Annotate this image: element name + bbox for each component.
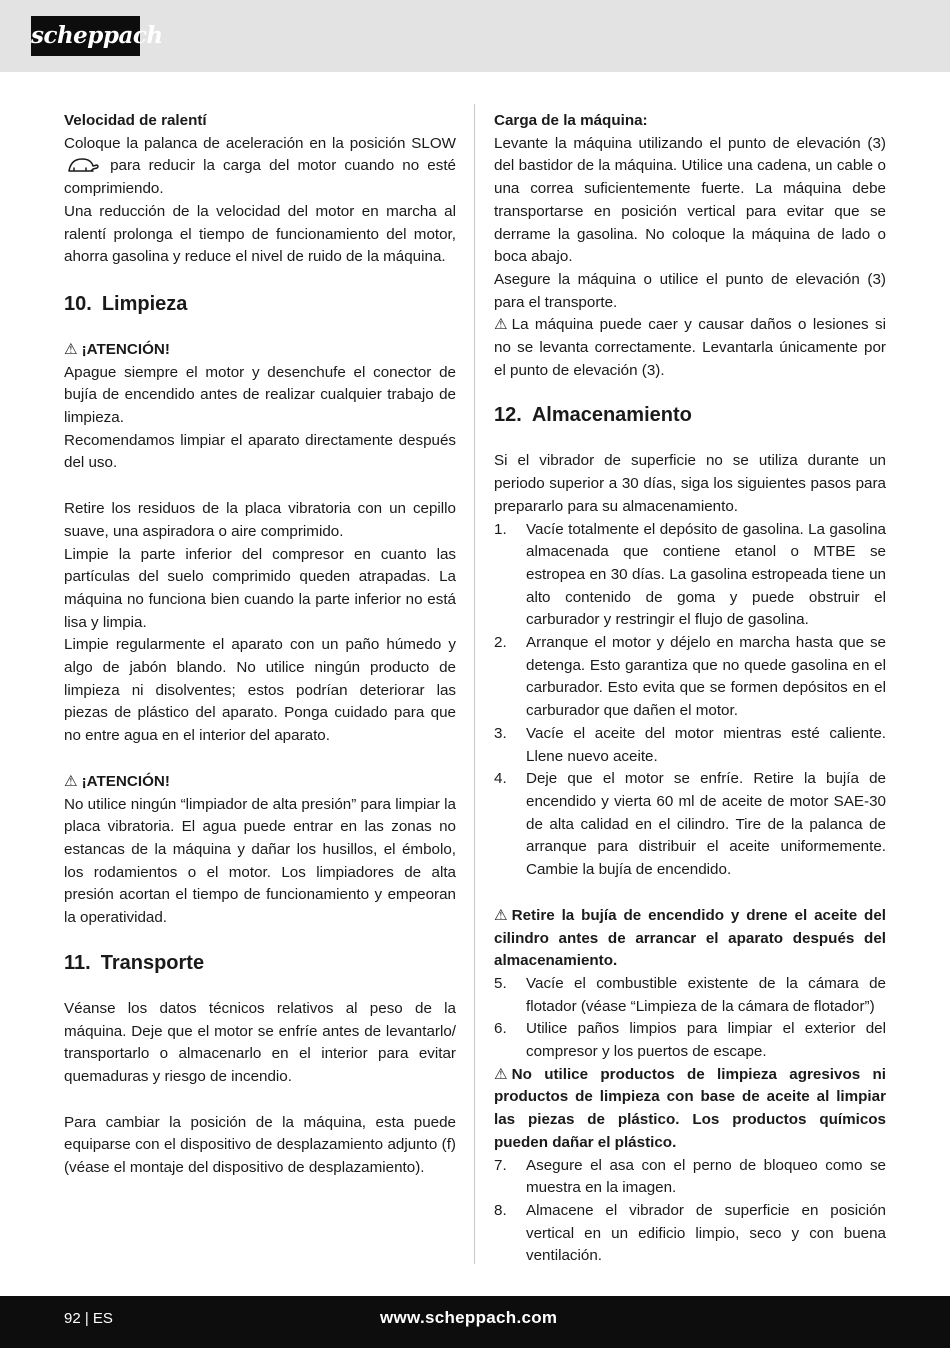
list-item <box>494 1155 886 1200</box>
turtle-icon <box>66 156 100 174</box>
storage-steps-c <box>494 1155 886 1269</box>
footer-bar <box>0 1296 950 1348</box>
warning-icon: ⚠ <box>64 772 78 790</box>
carga-paragraph-2: Asegure la máquina o utilice el punto de elevación (3) para el transporte. <box>494 270 886 311</box>
ralenti-text-a: Coloque la palanca de aceleración en la posición SLOW <box>64 134 456 152</box>
ralenti-heading: Velocidad de ralentí <box>64 112 207 129</box>
step-text: Arranque el motor y déjelo en marcha hasta que se detenga. Esto garantiza que no quede gasolina en el carburador. Esto evita que se formen depósitos en el carburador que dañen el motor. <box>526 634 886 720</box>
scheppach-logo: scheppach <box>31 16 140 56</box>
step-number: 5. <box>494 974 507 992</box>
step-number: 7. <box>494 1156 507 1174</box>
left-column <box>64 110 456 1180</box>
ralenti-text-b: para reducir la carga del motor cuando no esté comprimiendo. <box>64 157 456 198</box>
storage-intro: Si el vibrador de superficie no se utiliza durante un periodo superior a 30 días, siga los siguientes pasos para prepararlo para su almacenamiento. <box>494 452 886 515</box>
section-12-number: 12. <box>494 404 522 427</box>
warning-icon: ⚠ <box>64 340 78 358</box>
step-number: 8. <box>494 1201 507 1219</box>
warning-icon: ⚠ <box>494 316 508 334</box>
ralenti-paragraph-1 <box>64 133 456 201</box>
website-link[interactable]: www.scheppach.com <box>380 1308 558 1327</box>
step-text: Vacíe el combustible existente de la cámara de flotador (véase “Limpieza de la cámara de flotador”) <box>526 974 886 1015</box>
cleaning-warning-text: No utilice productos de limpieza agresivos ni productos de limpieza con base de aceite al limpiar las piezas de plástico. Los productos químicos pueden dañar el plástico. <box>494 1065 886 1151</box>
attention-1-text: Apague siempre el motor y desenchufe el conector de bujía de encendido antes de realizar cualquier trabajo de limpieza. <box>64 363 456 427</box>
right-column <box>494 110 886 1268</box>
cleaning-paragraph-3: Limpie regularmente el aparato con un paño húmedo y algo de jabón blando. No utilice ningún producto de limpieza ni disolventes; estos podrían deteriorar las piezas de plástico del aparato. Ponga cuidado para que no entre agua en el interior del aparato. <box>64 636 456 745</box>
transport-paragraph-1: Véanse los datos técnicos relativos al peso de la máquina. Deje que el motor se enfríe antes de levantarlo/ transportarlo o almacenarlo en el interior para evitar quemaduras y riesgo de incendio. <box>64 999 456 1085</box>
attention-1-text-2: Recomendamos limpiar el aparato directamente después del uso. <box>64 431 456 472</box>
list-item <box>494 723 886 768</box>
oil-warning <box>494 905 886 973</box>
step-text: Utilice paños limpios para limpiar el exterior del compresor y los puertos de escape. <box>526 1020 886 1061</box>
list-item <box>494 973 886 1018</box>
list-item <box>494 519 886 633</box>
attention-1-heading <box>64 339 456 362</box>
section-10-title: Limpieza <box>101 292 188 315</box>
storage-steps-b <box>494 973 886 1064</box>
step-text: Vacíe totalmente el depósito de gasolina. La gasolina almacenada que contiene etanol o MTBE se estropea en 30 días. La gasolina estropeada tiene un alto contenido de goma y puede obstruir el carburador y restringir el flujo de gasolina. <box>526 520 886 629</box>
step-number: 6. <box>494 1020 507 1038</box>
header-bar <box>0 0 950 72</box>
attention-2-heading <box>64 771 456 794</box>
page-number: 92 | ES <box>64 1310 113 1327</box>
carga-warning-text: La máquina puede caer y causar daños o lesiones si no se levanta correctamente. Levantarla únicamente por el punto de elevación (3). <box>494 316 886 379</box>
step-text: Almacene el vibrador de superficie en posición vertical en un edificio limpio, seco y con buena ventilación. <box>526 1201 886 1265</box>
step-number: 3. <box>494 724 507 742</box>
oil-warning-text: Retire la bujía de encendido y drene el aceite del cilindro antes de arrancar el aparato después del almacenamiento. <box>494 906 886 970</box>
cleaning-paragraph-1: Retire los residuos de la placa vibratoria con un cepillo suave, una aspiradora o aire comprimido. <box>64 500 456 540</box>
column-divider <box>474 104 475 1264</box>
step-text: Vacíe el aceite del motor mientras esté caliente. Llene nuevo aceite. <box>526 724 886 765</box>
ralenti-paragraph-2: Una reducción de la velocidad del motor en marcha al ralentí prolonga el tiempo de funcionamiento del motor, ahorra gasolina y reduce el nivel de ruido de la máquina. <box>64 202 456 266</box>
section-11-title: Transporte <box>100 951 205 974</box>
section-12-title: Almacenamiento <box>531 404 692 427</box>
list-item <box>494 1018 886 1063</box>
attention-2-label: ¡ATENCIÓN! <box>81 772 170 790</box>
carga-heading: Carga de la máquina: <box>494 112 648 129</box>
section-11-heading <box>64 950 456 976</box>
section-10-heading <box>64 291 456 317</box>
step-number: 4. <box>494 770 507 788</box>
section-12-heading <box>494 402 886 428</box>
transport-paragraph-2: Para cambiar la posición de la máquina, esta puede equiparse con el dispositivo de desplazamiento adjunto (f) (véase el montaje del dispositivo de desplazamiento). <box>64 1113 456 1177</box>
attention-1-label: ¡ATENCIÓN! <box>81 340 170 358</box>
section-10-number: 10. <box>64 292 92 315</box>
attention-2-text: No utilice ningún “limpiador de alta presión” para limpiar la placa vibratoria. El agua puede entrar en las zonas no estancas de la máquina y dañar los husillos, el émbolo, los rodamientos o el motor. Los limpiadores de alta presión acortan el tiempo de funcionamiento y empeoran la operatividad. <box>64 795 456 927</box>
cleaning-paragraph-2: Limpie la parte inferior del compresor en cuanto las partículas del suelo comprimido queden atrapadas. La máquina no funciona bien cuando la parte inferior no está lisa y limpia. <box>64 545 456 631</box>
step-text: Deje que el motor se enfríe. Retire la bujía de encendido y vierta 60 ml de aceite de motor SAE-30 de alta calidad en el cilindro. Tire de la palanca de arranque para distribuir el aceite uniformemente. Cambie la bujía de encendido. <box>526 770 886 879</box>
list-item <box>494 768 886 882</box>
step-text: Asegure el asa con el perno de bloqueo como se muestra en la imagen. <box>526 1156 886 1197</box>
list-item <box>494 1200 886 1268</box>
section-11-number: 11. <box>64 951 91 974</box>
storage-steps-a <box>494 519 886 882</box>
carga-paragraph-1: Levante la máquina utilizando el punto de elevación (3) del bastidor de la máquina. Utilice una cadena, un cable o una correa suficientemente fuerte. La máquina debe transportarse en posición vertical para evitar que se derrame la gasolina. No coloque la máquina de lado o boca abajo. <box>494 134 886 266</box>
step-number: 2. <box>494 634 507 652</box>
warning-icon: ⚠ <box>494 906 508 924</box>
step-number: 1. <box>494 520 507 538</box>
cleaning-warning <box>494 1064 886 1155</box>
carga-warning <box>494 314 886 382</box>
warning-icon: ⚠ <box>494 1065 508 1083</box>
list-item <box>494 632 886 723</box>
